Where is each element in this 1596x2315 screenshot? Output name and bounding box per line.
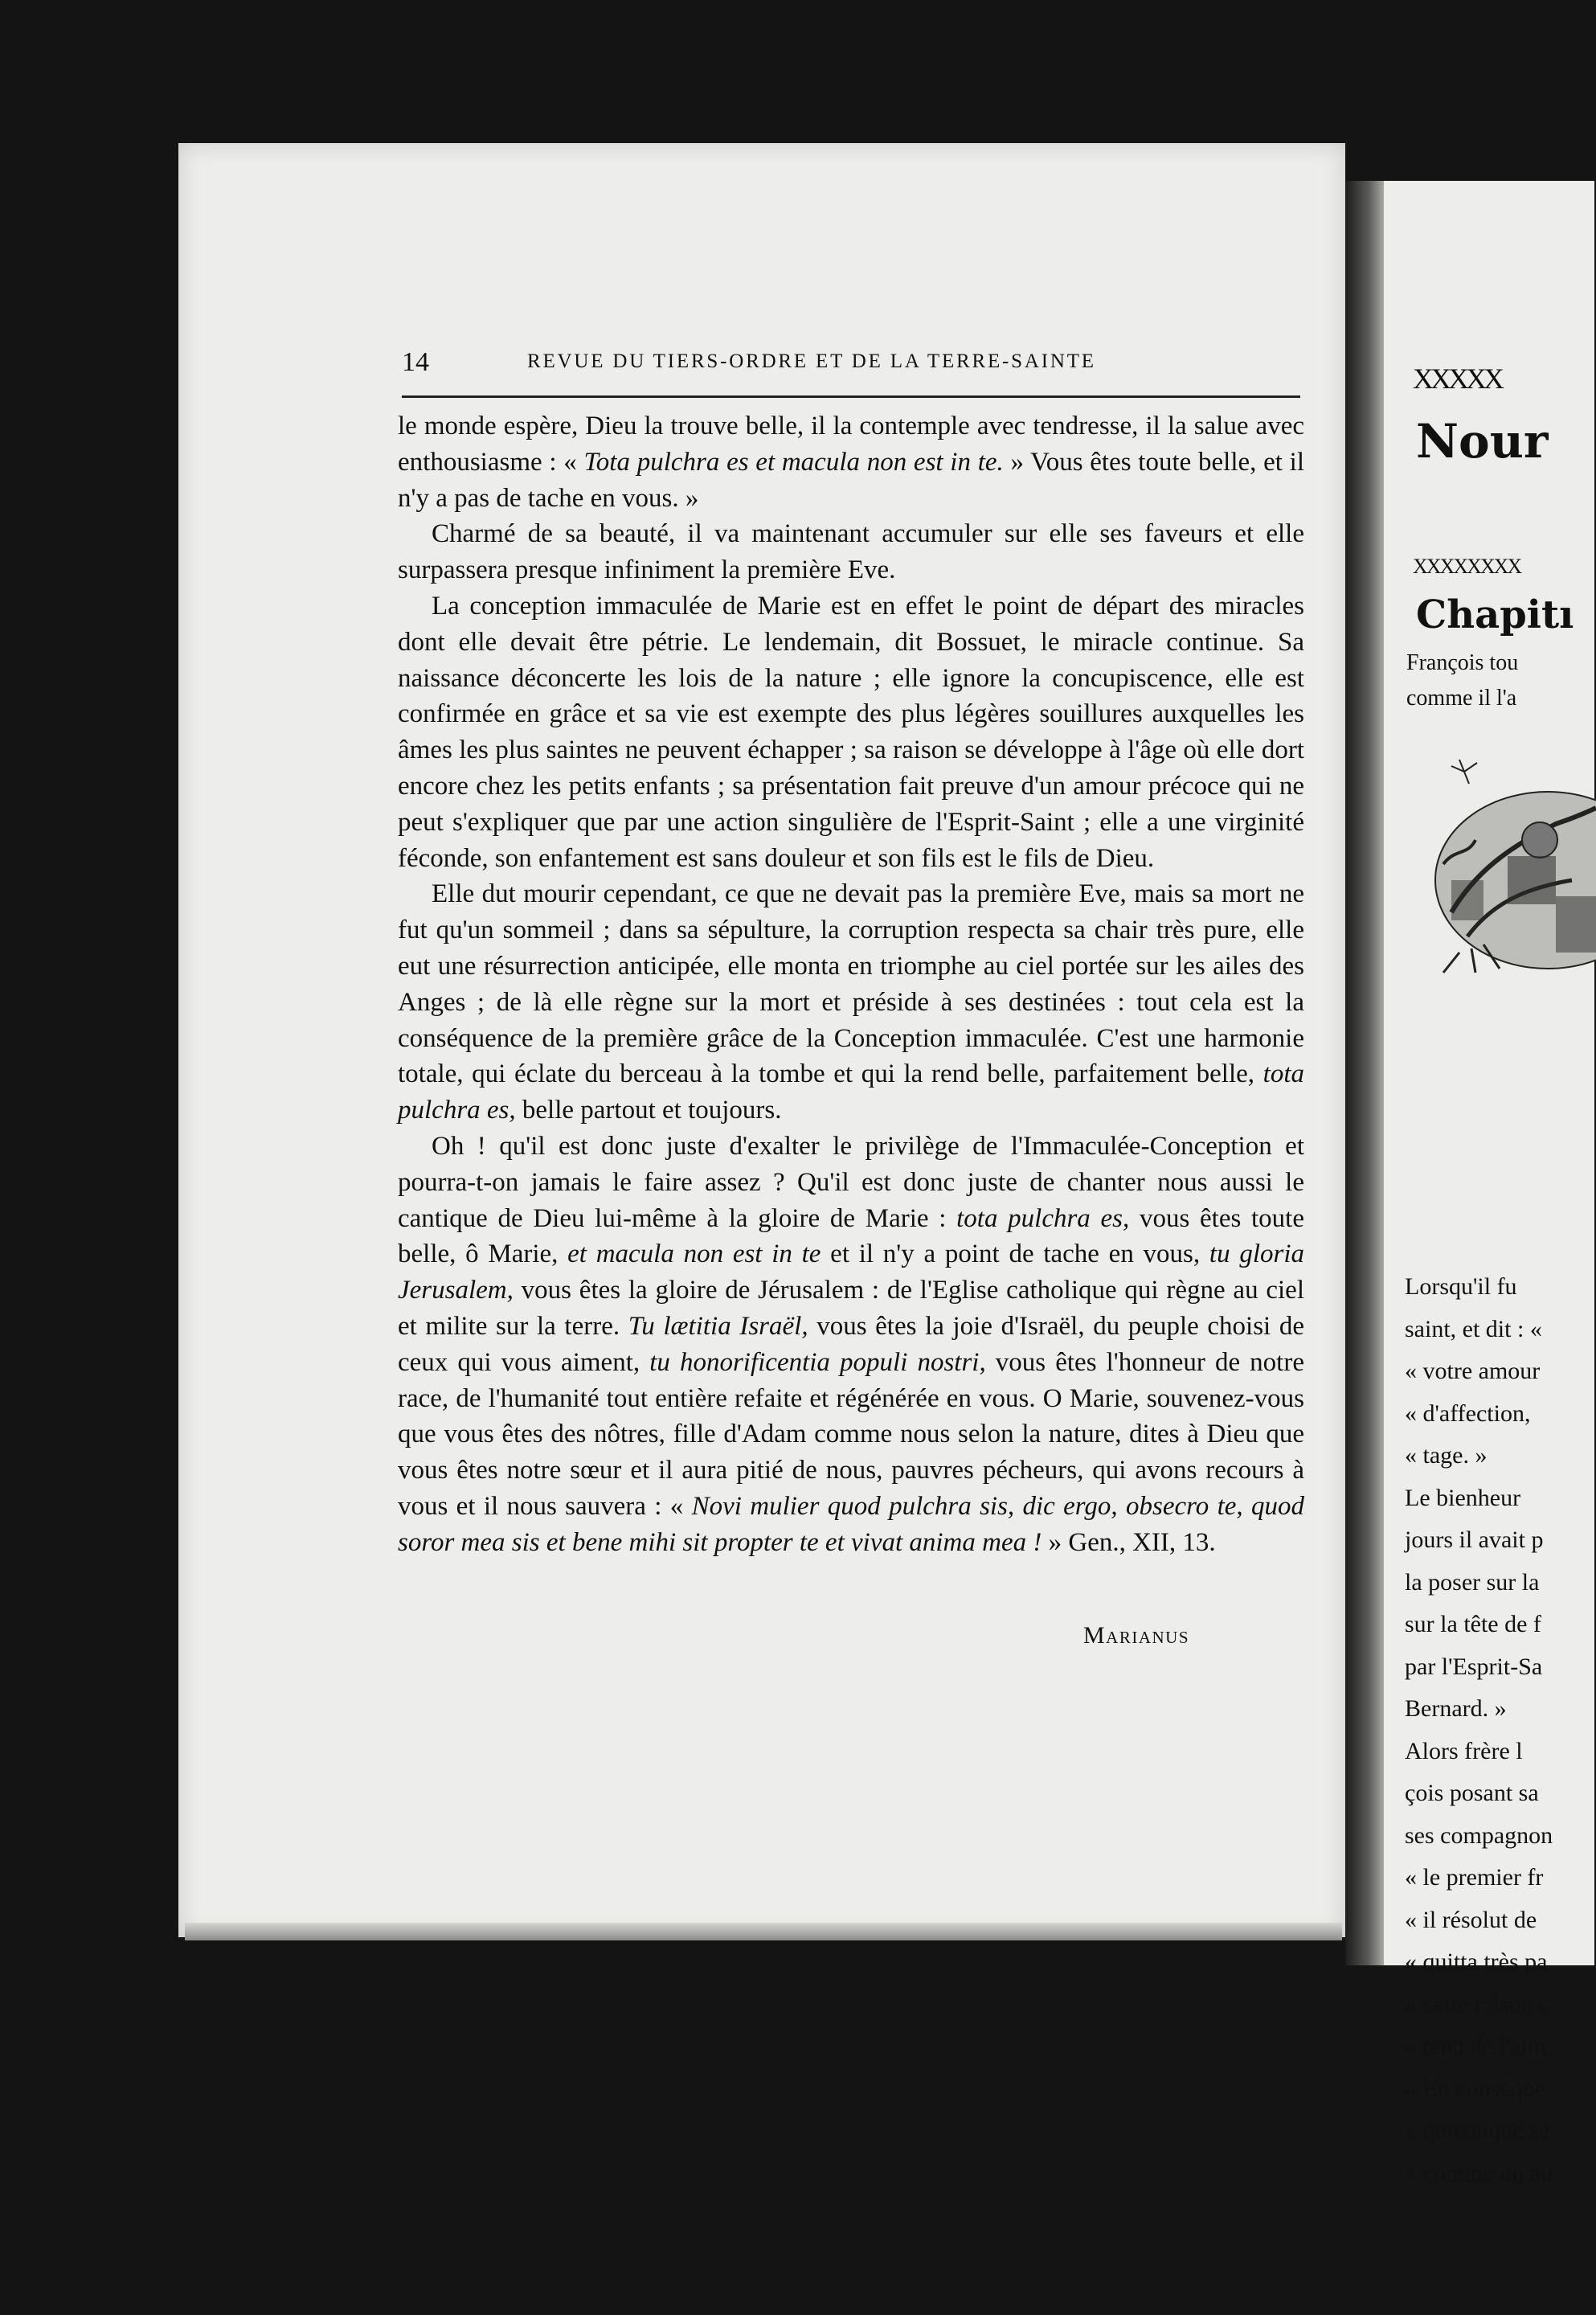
latin-quotation: tota pulchra es,	[956, 1203, 1130, 1233]
paragraph	[398, 408, 1304, 516]
body-line: par l'Esprit-Sa	[1405, 1653, 1543, 1680]
body-line: ses compagnon	[1405, 1821, 1553, 1849]
page-stack-bottom	[185, 1923, 1342, 1940]
body-line: « En conséque	[1405, 2075, 1545, 2102]
paragraph	[398, 516, 1304, 588]
body-line: « tage. »	[1405, 1442, 1488, 1469]
text-run: vous êtes la joie d'Israël, du peuple choisi de ceux qui vous aiment,	[398, 1311, 1304, 1377]
latin-quotation: tota pulchra es,	[398, 1059, 1304, 1125]
text-run: belle partout et toujours.	[515, 1096, 782, 1125]
page-number: 14	[402, 347, 429, 377]
author-signature: Marianus	[1083, 1622, 1190, 1649]
latin-quotation: Tota pulchra es et macula non est in te.	[583, 447, 1004, 477]
subtitle-line: comme il l'a	[1406, 686, 1517, 711]
text-run: Elle dut mourir cependant, ce que ne devait pas la première Eve, mais sa mort ne fut qu'un sommeil ; dans sa sépulture, la corruption respecta sa chair très pure, elle eut une résurrection anticipée, elle monta en triomphe au ciel portée sur les ailes des Anges ; de là elle règne sur la mort et préside à ses destinées : tout cela est la conséquence de la première grâce de la Conception immaculée. C'est une harmonie totale, qui éclate du berceau à la tombe et qui la rend belle, parfaitement belle,	[398, 879, 1304, 1089]
text-run: Oh ! qu'il est donc juste d'exalter le privilège de l'Immaculée-Conception et pourra-t-on jamais le faire assez ? Qu'il est donc juste de chanter nous aussi le cantique de Dieu lui-même à la gloire de Marie :	[398, 1131, 1304, 1233]
header-rule	[402, 395, 1300, 398]
latin-quotation: et macula non est in te	[567, 1239, 821, 1269]
subtitle-line: François tou	[1406, 650, 1519, 675]
body-line: çois posant sa	[1405, 1780, 1539, 1806]
body-line: « le premier fr	[1405, 1864, 1544, 1891]
text-run: vous êtes toute belle, ô Marie,	[398, 1203, 1304, 1269]
right-page-body	[1405, 1266, 1553, 2194]
body-line: « il résolut de	[1405, 1906, 1537, 1933]
body-line: « quitta très pa	[1405, 1948, 1548, 1975]
body-line: Le bienheur	[1405, 1484, 1521, 1511]
paragraph	[398, 1129, 1304, 1561]
text-run: » Gen., XII, 13.	[1041, 1527, 1216, 1557]
body-line: saint, et dit : «	[1405, 1315, 1542, 1342]
article-body	[398, 408, 1304, 1561]
engraving-illustration	[1427, 752, 1596, 977]
right-page	[1384, 181, 1594, 2186]
running-head: REVUE DU TIERS-ORDRE ET DE LA TERRE-SAINTE	[527, 350, 1096, 372]
body-line: « tenu de l'aim	[1405, 2033, 1547, 2059]
text-run: le monde espère, Dieu la trouve belle, il la contemple avec tendresse, il la salue avec enthousiasme : «	[398, 412, 1304, 477]
body-line: « comme un au	[1405, 2159, 1553, 2186]
chapter-subtitle	[1406, 645, 1518, 716]
text-run: vous êtes la gloire de Jérusalem : de l'Eglise catholique qui règne au ciel et milite sur la terre.	[398, 1276, 1304, 1341]
latin-quotation: Novi mulier quod pulchra sis, dic ergo, obsecro te, quod soror mea sis et bene mihi sit propter te et vivat anima mea !	[398, 1491, 1304, 1557]
book-gutter	[1345, 181, 1384, 1965]
page-header	[402, 347, 1302, 386]
body-line: « votre amour	[1405, 1358, 1541, 1384]
latin-quotation: tu gloria Jerusalem,	[398, 1239, 1304, 1305]
paragraph	[398, 588, 1304, 876]
body-line: jours il avait p	[1405, 1526, 1544, 1553]
body-line: « quiconque se	[1405, 2117, 1549, 2144]
body-line: « cette raison c	[1405, 1990, 1550, 2018]
body-line: « d'affection,	[1405, 1399, 1531, 1427]
body-line: Lorsqu'il fu	[1405, 1273, 1517, 1300]
text-run: et il n'y a point de tache en vous,	[821, 1239, 1209, 1269]
latin-quotation: Tu lætitia Israël,	[628, 1311, 808, 1341]
latin-quotation: tu honorificentia populi nostri,	[649, 1347, 986, 1377]
text-run: Charmé de sa beauté, il va maintenant accumuler sur elle ses faveurs et elle surpassera presque infiniment la première Eve.	[398, 519, 1304, 585]
paragraph	[398, 876, 1304, 1129]
body-line: sur la tête de f	[1405, 1611, 1541, 1637]
body-line: Alors frère l	[1405, 1737, 1523, 1764]
text-run: La conception immaculée de Marie est en effet le point de départ des miracles dont elle devait être pétrie. Le lendemain, dit Bossuet, le miracle continue. Sa naissance déconcerte les lois de la nature ; elle ignore la concupiscence, elle est confirmée en grâce et sa vie est exempte des plus légères souillures auxquelles les âmes les plus saintes ne peuvent échapper ; sa raison se développe à l'âge où elle dort encore chez les petits enfants ; sa présentation fait preuve d'un amour précoce qui ne peut s'expliquer que par une action singulière de l'Esprit-Saint ; elle a une virginité féconde, son enfantement est sans douleur et son fils est le fils de Dieu.	[398, 591, 1304, 873]
body-line: Bernard. »	[1405, 1695, 1507, 1722]
ornament-border-mid: XXXXXXXX	[1413, 555, 1521, 578]
text-run: » Vous êtes toute belle, et il n'y a pas de tache en vous. »	[398, 447, 1304, 513]
right-page-title: Nour	[1416, 414, 1549, 469]
body-line: la poser sur la	[1405, 1568, 1540, 1596]
text-run: vous êtes l'honneur de notre race, de l'humanité tout entière refaite et régénérée en vous. O Marie, souvenez-vous que vous êtes des nôtres, fille d'Adam comme nous selon la nature, dites à Dieu que vous êtes notre sœur et il aura pitié de nous, pauvres pécheurs, qui avons recours à vous et il nous sauvera : «	[398, 1347, 1304, 1521]
ornament-border-top: XXXXX	[1413, 363, 1501, 395]
chapter-heading: Chapitı	[1416, 592, 1574, 637]
